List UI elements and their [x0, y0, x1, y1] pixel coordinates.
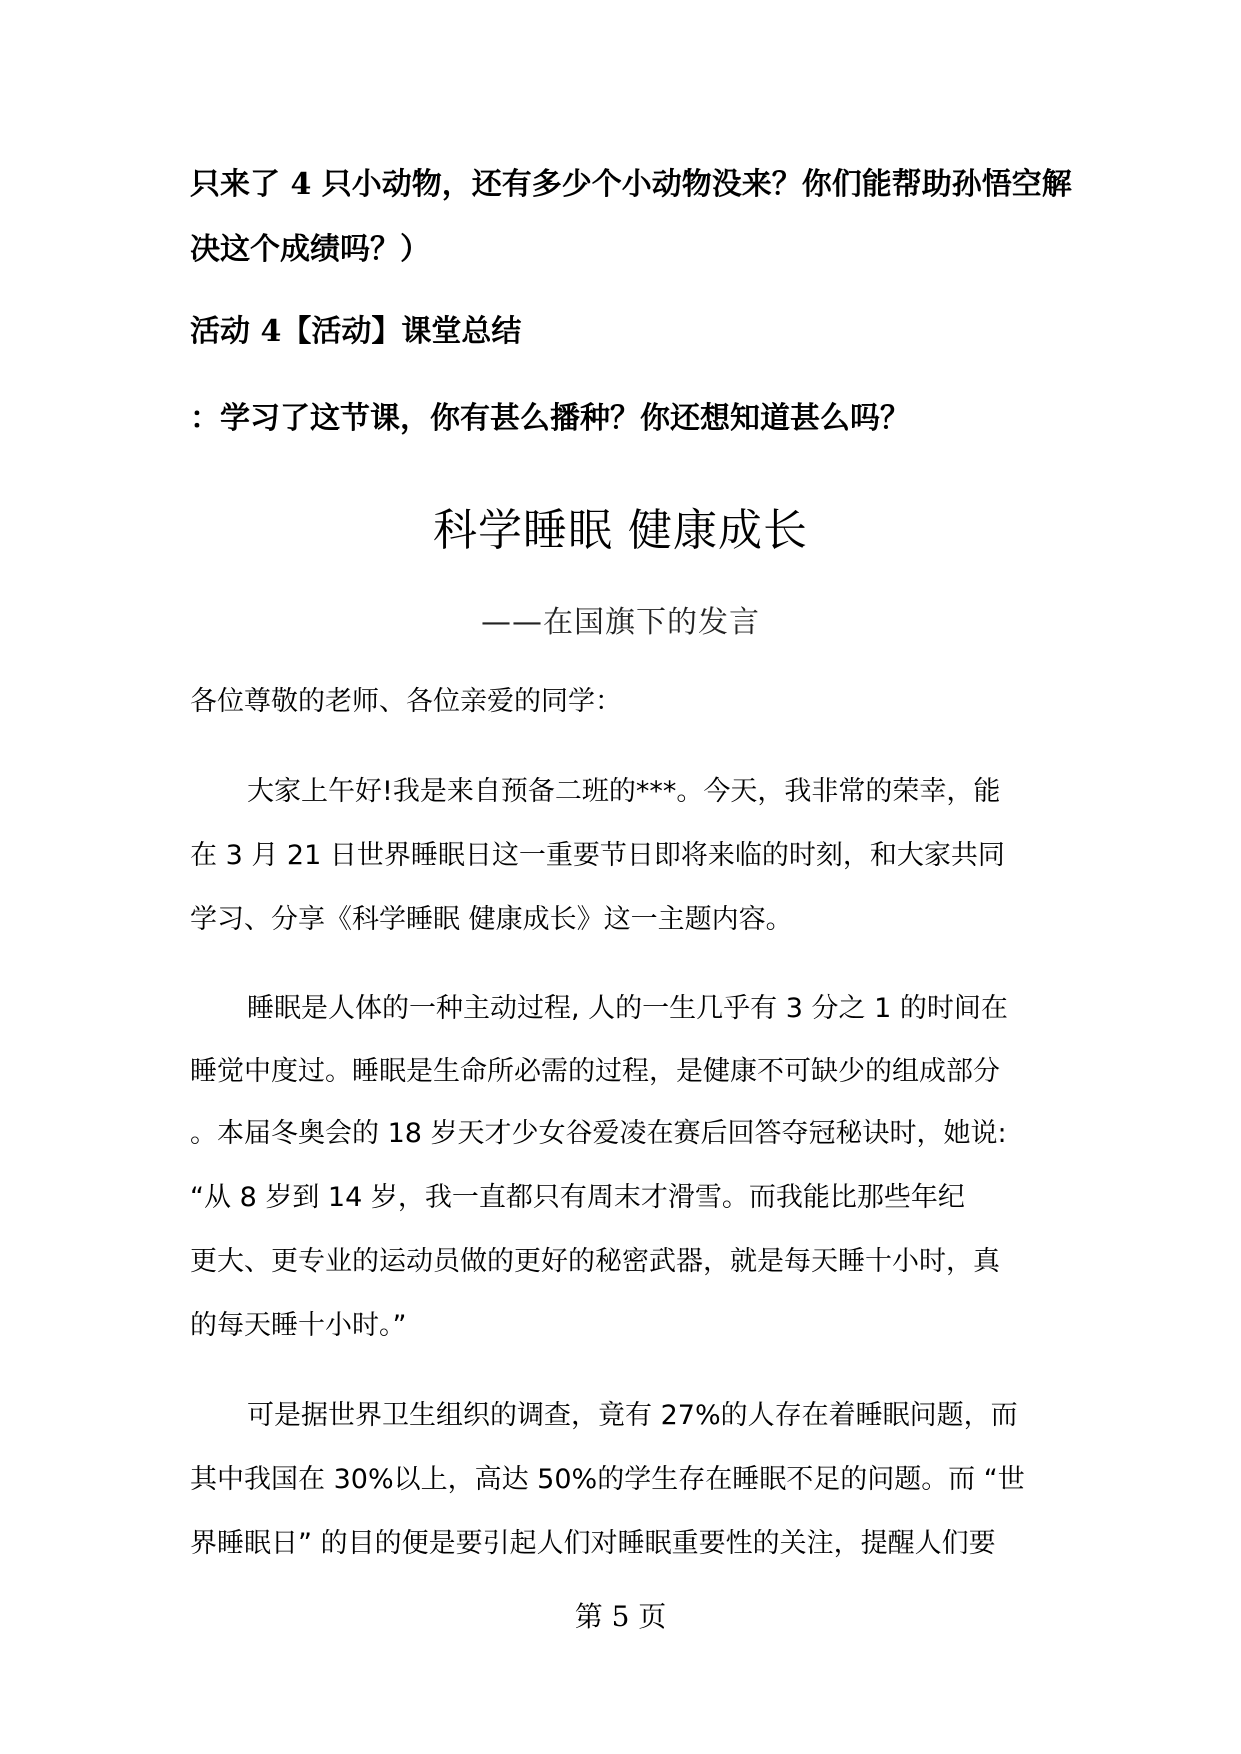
speech-subtitle: ——在国旗下的发言: [481, 605, 760, 640]
paragraph-2-line: 。本届冬奥会的 18 岁天才少女谷爱凌在赛后回答夺冠秘诀时，她说:: [190, 1118, 1007, 1149]
paragraph-3-line: 界睡眠日” 的目的便是要引起人们对睡眠重要性的关注，提醒人们要: [190, 1528, 996, 1559]
paragraph-2-line: 更大、更专业的运动员做的更好的秘密武器，就是每天睡十小时，真: [190, 1246, 1000, 1277]
paragraph-2-line: 睡觉中度过。睡眠是生命所必需的过程，是健康不可缺少的组成部分: [190, 1056, 1000, 1087]
paragraph-1-line: 在 3 月 21 日世界睡眠日这一重要节日即将来临的时刻，和大家共同: [190, 840, 1005, 871]
paragraph-1-line: 大家上午好!我是来自预备二班的***。今天，我非常的荣幸，能: [247, 776, 1001, 807]
paragraph-2-line: 的每天睡十小时。”: [190, 1310, 407, 1341]
paragraph-2-line: “从 8 岁到 14 岁，我一直都只有周末才滑雪。而我能比那些年纪: [190, 1182, 965, 1213]
paragraph-3-line: 可是据世界卫生组织的调查，竟有 27%的人存在着睡眠问题，而: [247, 1400, 1018, 1431]
activity-heading: 活动 4【活动】课堂总结: [190, 314, 522, 349]
lesson-text-line-1: 只来了 4 只小动物，还有多少个小动物没来？你们能帮助孙悟空解: [190, 167, 1072, 202]
lesson-text-line-2: 决这个成绩吗？）: [190, 232, 430, 267]
speech-title: 科学睡眠 健康成长: [433, 505, 808, 556]
activity-prompt: ：学习了这节课，你有甚么播种？你还想知道甚么吗？: [190, 401, 910, 436]
page-number: 第 5 页: [574, 1600, 667, 1633]
paragraph-3-line: 其中我国在 30%以上，高达 50%的学生存在睡眠不足的问题。而 “世: [190, 1464, 1025, 1495]
paragraph-2-line: 睡眠是人体的一种主动过程, 人的一生几乎有 3 分之 1 的时间在: [247, 993, 1008, 1024]
paragraph-1-line: 学习、分享《科学睡眠 健康成长》这一主题内容。: [190, 904, 793, 935]
greeting: 各位尊敬的老师、各位亲爱的同学：: [190, 686, 622, 717]
